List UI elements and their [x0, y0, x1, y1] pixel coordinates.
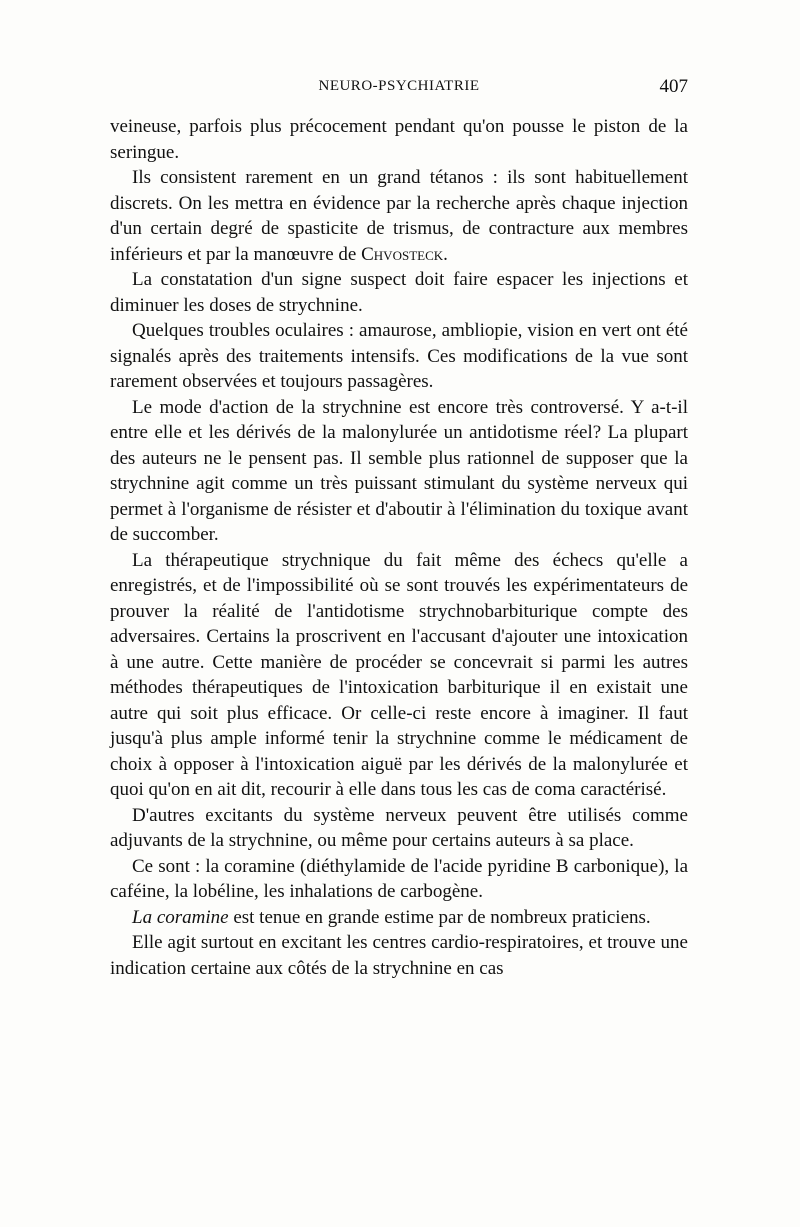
paragraph-6-text: La thérapeutique strychnique du fait même des échecs qu'elle a enregistrés, et de l'impossibilité où se sont trouvés les expérimentateurs de prouver la réalité de l'antidotisme strychnobarbiturique compte des adversaires. Certains la proscrivent en l'accusant d'ajouter une intoxication à une autre. Cette manière de procéder se concevrait si parmi les autres méthodes thérapeutiques de l'intoxication barbiturique il en existait une autre qui soit plus efficace. Or celle-ci reste encore à imaginer. Il faut jusqu'à plus ample informé tenir la strychnine comme le médicament de choix à opposer à l'intoxication aiguë par les dérivés de la malonylurée et quoi qu'on en ait dit, recourir à elle dans tous les cas de coma caractérisé. — [110, 549, 688, 800]
paragraph-3 — [110, 267, 688, 318]
paragraph-7 — [110, 803, 688, 854]
body-text — [110, 114, 688, 981]
running-title: NEURO-PSYCHIATRIE — [318, 78, 480, 94]
paragraph-1 — [110, 114, 688, 165]
paragraph-2-text: Ils consistent rarement en un grand tétanos : ils sont habituellement discrets. On les mettra en évidence par la recherche après chaque injection d'un certain degré de spasticite de trismus, de contracture aux membres inférieurs et par la manœuvre de — [110, 167, 688, 265]
author-name-chvosteck: Chvosteck — [361, 243, 444, 265]
paragraph-6 — [110, 548, 688, 803]
running-header — [110, 78, 688, 102]
paragraph-5-text: Le mode d'action de la strychnine est encore très controversé. Y a-t-il entre elle et les dérivés de la malonylurée un antidotisme réel? La plupart des auteurs ne le pensent pas. Il semble plus rationnel de supposer que la strychnine agit comme un très puissant stimulant du système nerveux qui permet à l'organisme de résister et d'aboutir à l'élimination du toxique avant de succomber. — [110, 396, 688, 545]
paragraph-1-text: veineuse, parfois plus précocement pendant qu'on pousse le piston de la seringue. — [110, 116, 688, 163]
paragraph-3-text: La constatation d'un signe suspect doit faire espacer les injections et diminuer les doses de strychnine. — [110, 269, 688, 316]
paragraph-9-text: est tenue en grande estime par de nombreux praticiens. — [228, 906, 651, 928]
paragraph-2-end: . — [443, 243, 448, 265]
paragraph-9 — [110, 905, 688, 931]
paragraph-8 — [110, 854, 688, 905]
paragraph-9-italic-term: La coramine — [132, 906, 229, 928]
page-number: 407 — [659, 76, 688, 97]
paragraph-2 — [110, 165, 688, 267]
paragraph-10 — [110, 930, 688, 981]
paragraph-4 — [110, 318, 688, 395]
paragraph-5 — [110, 395, 688, 548]
paragraph-7-text: D'autres excitants du système nerveux peuvent être utilisés comme adjuvants de la strychnine, ou même pour certains auteurs à sa place. — [110, 804, 688, 851]
paragraph-4-text: Quelques troubles oculaires : amaurose, ambliopie, vision en vert ont été signalés après des traitements intensifs. Ces modifications de la vue sont rarement observées et toujours passagères. — [110, 320, 688, 392]
paragraph-8-text: Ce sont : la coramine (diéthylamide de l'acide pyridine B carbonique), la caféine, la lobéline, les inhalations de carbogène. — [110, 855, 688, 902]
paragraph-10-text: Elle agit surtout en excitant les centres cardio-respiratoires, et trouve une indication certaine aux côtés de la strychnine en cas — [110, 932, 688, 979]
